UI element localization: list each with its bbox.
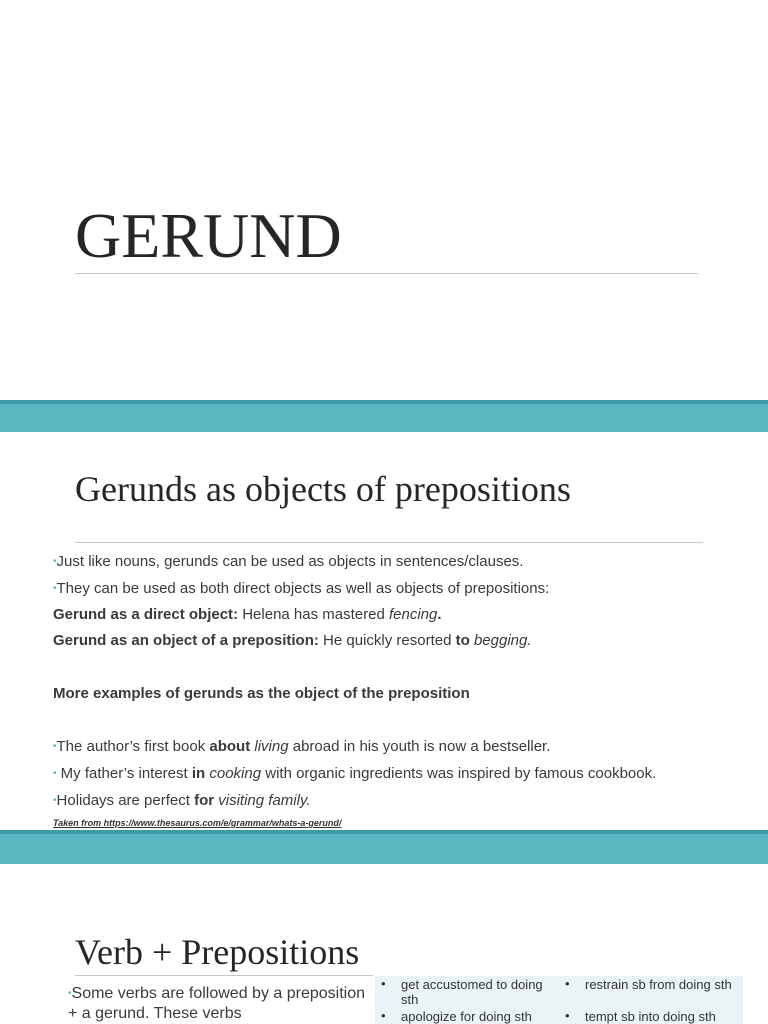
example-text: My father’s interest [56,765,192,782]
bullet-icon: • [53,741,57,752]
example-text: Holidays are perfect [56,792,195,809]
example-text: with organic ingredients was inspired by famous cookbook. [261,765,657,782]
more-examples-text: More examples of gerunds as the object of the preposition [53,685,470,702]
bullet-line [53,580,549,598]
example-text: He quickly resorted [318,632,456,649]
bullet-line [68,984,368,1024]
bullet-icon: • [68,988,72,999]
table-cell: • restrain sb from doing sth [559,976,743,1008]
table-row [375,976,743,1008]
slide-separator-accent [0,400,768,404]
bullet-line [53,553,523,571]
more-examples-heading [53,685,470,703]
slide-separator-band [0,830,768,864]
example-preposition: in [191,765,206,782]
slide-heading: Verb + Prepositions [75,932,360,972]
bullet-icon: • [53,583,57,594]
slide-title [0,0,768,400]
preposition-object-example [53,632,532,650]
example-preposition: for [194,792,215,809]
heading-divider [75,542,703,543]
bullet-icon: • [53,768,57,779]
example-text: Helena has mastered [238,606,389,623]
table-cell: • tempt sb into doing sth [559,1008,743,1024]
source-link[interactable]: Taken from https://www.thesaurus.com/e/grammar/whats-a-gerund/ [53,818,342,828]
slide-title-heading: GERUND [75,200,342,271]
slide-heading: Gerunds as objects of prepositions [75,469,571,509]
slide-verb-prepositions [0,864,768,1024]
example-bullet [53,765,656,783]
bullet-text: Some verbs are followed by a preposition + a gerund. These verbs [68,985,366,1022]
verb-preposition-table [375,976,743,1024]
example-text: abroad in his youth is now a bestseller. [288,738,551,755]
example-preposition: about [209,738,251,755]
example-gerund: begging. [469,632,532,649]
example-bullet [53,738,550,756]
slide-separator-band [0,400,768,432]
example-end: . [437,606,442,623]
example-gerund: cooking [205,765,262,782]
direct-object-example [53,606,442,624]
bullet-icon: • [53,556,57,567]
example-text: The author’s first book [56,738,210,755]
example-gerund: visiting family. [214,792,311,809]
example-gerund: living [250,738,289,755]
example-preposition: to [455,632,470,649]
example-bullet [53,792,311,810]
example-label: Gerund as an object of a preposition: [53,632,319,649]
heading-divider [75,975,373,976]
example-gerund: fencing [388,606,438,623]
bullet-text: They can be used as both direct objects as well as objects of prepositions: [56,580,550,597]
bullet-icon: • [53,795,57,806]
table-row [375,1008,743,1024]
table-cell: • apologize for doing sth [375,1008,559,1024]
bullet-text: Just like nouns, gerunds can be used as objects in sentences/clauses. [56,553,524,570]
example-label: Gerund as a direct object: [53,606,239,623]
slide-gerunds-objects [0,432,768,830]
table-cell: • get accustomed to doing sth [375,976,559,1008]
title-divider [75,273,698,274]
slide-separator-accent [0,830,768,834]
